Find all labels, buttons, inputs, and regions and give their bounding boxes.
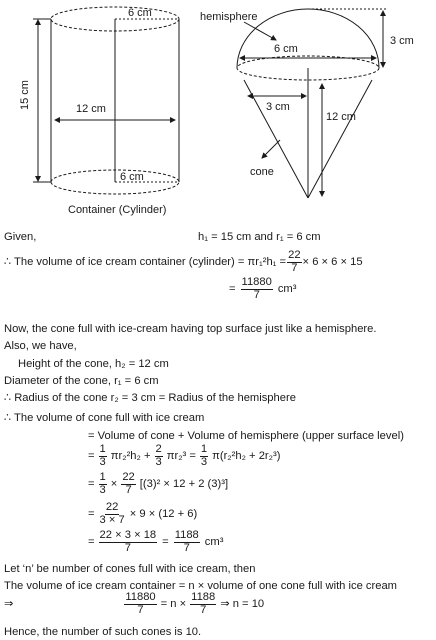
eq3-rest: [(3)² × 12 + 2 (3)³] (139, 478, 229, 491)
impl-rest: ⇒ n = 10 (220, 598, 265, 611)
eq4-rest: × 9 × (12 + 6) (129, 508, 198, 521)
cone-height-label: 12 cm (326, 111, 356, 123)
eq2-frac-a (99, 444, 107, 469)
eq2-frac-c (200, 444, 208, 469)
eq3-frac-a (99, 472, 107, 497)
eq2-frac-b-num: 2 (155, 443, 162, 455)
impl-frac-b (190, 592, 216, 617)
eq2-term-b: πr₂³ = (166, 450, 196, 463)
eq3-frac-a-den: 3 (99, 483, 106, 496)
eq2-term-c: π(r₂²h₂ + 2r₂³) (212, 450, 281, 463)
cone-right-edge (308, 80, 372, 198)
hemi-diameter-label: 6 cm (274, 43, 298, 55)
cylinder-volume-line (4, 250, 363, 275)
eq5-eq: = (88, 536, 95, 549)
eq2-frac-c-num: 1 (200, 443, 208, 455)
eq5-frac-b-num: 1188 (174, 529, 199, 541)
cone-height-line: Height of the cone, h₂ = 12 cm (18, 358, 169, 370)
figure-svg (0, 0, 436, 230)
given-label: Given, (4, 231, 37, 243)
let-line: Let ‘n’ be number of cones full with ice cream, then (4, 563, 256, 575)
eq4-eq: = (88, 508, 95, 521)
eq2-term-a: πr₂²h₂ + (110, 450, 151, 463)
cyl-top-diameter-label: 6 cm (128, 7, 152, 19)
cone-pointer (262, 140, 280, 158)
cyl-caption: Container (Cylinder) (68, 204, 167, 216)
diameter-line: Diameter of the cone, r₁ = 6 cm (4, 375, 159, 387)
cyl-volume-rhs: × 6 × 6 × 15 (302, 256, 363, 269)
eq5-frac-b-den: 7 (183, 541, 190, 554)
equation-1: = Volume of cone + Volume of hemisphere (upper surface level) (88, 430, 404, 442)
eq4-frac-den: 3 × 7 (99, 513, 125, 526)
given-values: h₁ = 15 cm and r₁ = 6 cm (198, 231, 321, 243)
cyl-volume-lhs: ∴ The volume of ice cream container (cylinder) = πr₁²h₁ = (4, 256, 287, 269)
cyl-frac-den: 7 (291, 261, 298, 274)
eq2-frac-b-den: 3 (155, 455, 162, 468)
also-line: Also, we have, (4, 340, 77, 352)
impl-arrow: ⇒ (4, 598, 14, 611)
figure (0, 0, 436, 230)
eq3-eq: = (88, 478, 95, 491)
eq5-frac-a-den: 7 (124, 541, 131, 554)
impl-frac-a (124, 592, 156, 617)
cyl-result-num: 11880 (241, 276, 272, 288)
cyl-height-label: 15 cm (19, 80, 31, 110)
eq5-frac-b (174, 530, 200, 555)
impl-frac-b-num: 1188 (191, 591, 216, 603)
cyl-result-eq: = (229, 283, 236, 296)
eq2-frac-a-den: 3 (99, 455, 106, 468)
hemi-height-label: 3 cm (390, 35, 414, 47)
cyl-frac-num: 22 (288, 249, 301, 261)
eq3-frac-b (121, 472, 135, 497)
eq4-frac (99, 502, 126, 527)
eq5-frac-a-num: 22 × 3 × 18 (99, 529, 157, 541)
cyl-result-den: 7 (253, 288, 260, 301)
cyl-mid-diameter-label: 12 cm (76, 103, 106, 115)
cone-label: cone (250, 166, 274, 178)
equation-4 (88, 502, 197, 527)
eq3-times: × (110, 478, 118, 491)
eq3-frac-b-num: 22 (122, 471, 135, 483)
impl-frac-a-num: 11880 (125, 591, 156, 603)
eq5-frac-a (99, 530, 158, 555)
cyl-volume-fraction (287, 250, 301, 275)
impl-frac-b-den: 7 (200, 603, 207, 616)
eq3-frac-a-num: 1 (99, 471, 106, 483)
eq5-unit: cm³ (204, 536, 224, 549)
cone-radius-label: 3 cm (266, 101, 290, 113)
cylinder-diagram (33, 7, 179, 194)
cone-volume-line: ∴ The volume of cone full with ice cream (4, 412, 205, 424)
eq2-frac-c-den: 3 (200, 455, 208, 468)
equation-3 (88, 472, 228, 497)
eq3-frac-b-den: 7 (125, 483, 132, 496)
impl-frac-a-den: 7 (137, 603, 144, 616)
eq4-frac-num: 22 (105, 501, 119, 513)
impl-mid: = n × (160, 598, 187, 611)
now-line: Now, the cone full with ice-cream having top surface just like a hemisphere. (4, 323, 377, 335)
radius-line: ∴ Radius of the cone r₂ = 3 cm = Radius of the hemisphere (4, 392, 296, 404)
implication-line (4, 592, 434, 617)
equation-2 (88, 444, 280, 469)
cyl-bottom-diameter-label: 6 cm (120, 171, 144, 183)
cyl-result-fraction (241, 277, 273, 302)
container-line: The volume of ice cream container = n × volume of one cone full with ice cream (4, 580, 397, 592)
hemisphere-label: hemisphere (200, 11, 258, 23)
eq2-frac-b (155, 444, 163, 469)
cylinder-result-line (229, 277, 296, 302)
cone-left-edge (244, 80, 308, 198)
eq2-frac-a-num: 1 (99, 443, 106, 455)
cyl-bottom-front (51, 182, 179, 194)
hence-line: Hence, the number of such cones is 10. (4, 626, 202, 638)
eq5-mid: = (162, 536, 169, 549)
cyl-result-unit: cm³ (277, 283, 297, 296)
equation-5 (88, 530, 223, 555)
eq2-eq: = (88, 450, 95, 463)
